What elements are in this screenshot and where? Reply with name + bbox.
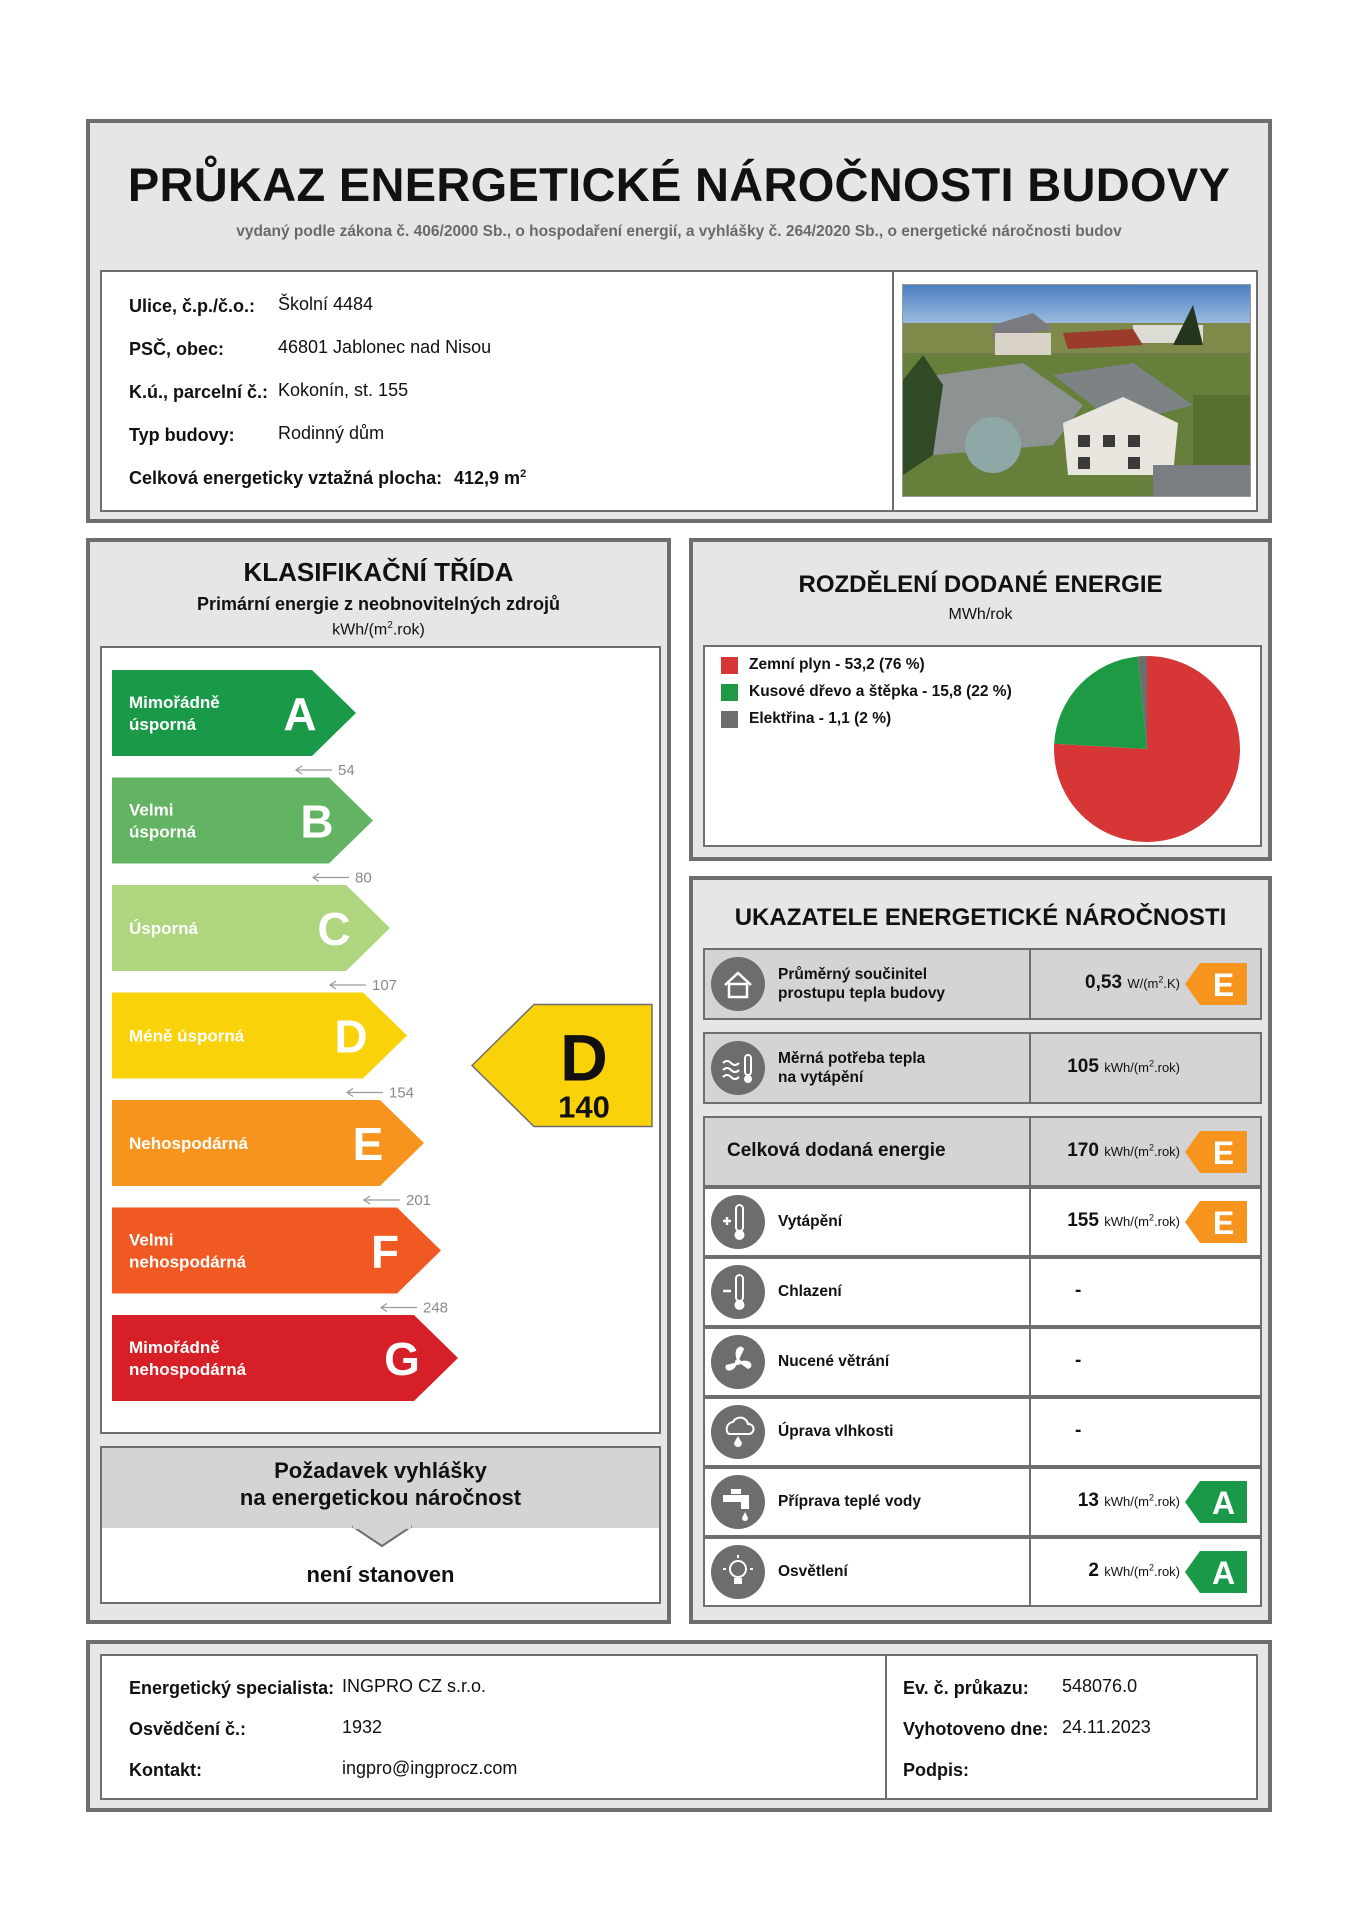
indicator-value [1067, 1056, 1180, 1078]
footer-panel [100, 1654, 1258, 1800]
grade-letter: F [370, 1225, 400, 1278]
indicator-value: - [1075, 1350, 1082, 1371]
cooling-thermometer-icon [711, 1265, 765, 1319]
psc-label: PSČ, obec: [129, 339, 225, 359]
indicator-label: Chlazení [778, 1283, 842, 1300]
indicator-number: 155 [1067, 1210, 1105, 1231]
classification-subtitle: Primární energie z neobnovitelných zdrojů [196, 594, 561, 614]
building-info-panel [100, 270, 1258, 512]
classification-unit: kWh/$(m^2.rok)$ [332, 620, 425, 639]
page-subtitle: vydaný podle zákona č. 406/2000 Sb., o hospodaření energií, a vyhlášky č. 264/2020 Sb., o energetické náročnosti budov [236, 223, 1122, 240]
distribution-title: ROZDĚLENÍ DODANÉ ENERGIE [798, 571, 1163, 598]
indicator-row [703, 1327, 1262, 1397]
indicator-label-line1: Měrná potřeba tepla [778, 1050, 926, 1067]
indicator-value [1088, 1560, 1180, 1582]
energy-class-scale [102, 648, 659, 1432]
class-badge [1185, 1481, 1247, 1523]
indicator-label: Vytápění [778, 1213, 843, 1230]
grade-a [112, 670, 356, 779]
requirement-title-1: Požadavek vyhlášky [274, 1458, 487, 1483]
grade-arrow [112, 670, 356, 756]
legend-label: Kusové dřevo a štěpka - 15,8 (22 %) [749, 683, 1012, 700]
grade-label-line1: Velmi [129, 800, 174, 820]
legend-swatch [721, 711, 738, 728]
threshold-value: 80 [355, 869, 372, 887]
indicator-number: 13 [1077, 1490, 1105, 1511]
legend-label: Elektřina - 1,1 (2 %) [749, 710, 892, 727]
grade-letter: E [352, 1118, 384, 1170]
grade-c [112, 885, 397, 994]
grade-g [112, 1315, 458, 1401]
grade-label-line1: Mimořádně [129, 1338, 220, 1357]
distribution-frame [689, 538, 1272, 861]
threshold-value: 201 [406, 1192, 432, 1209]
distribution-chart-panel [703, 645, 1262, 847]
row-divider [1029, 1399, 1031, 1465]
grade-label-line2: nehospodárná [129, 1360, 247, 1379]
grade-label-line1: Úsporná [129, 919, 198, 938]
heating-thermometer-icon [711, 1195, 765, 1249]
class-badge [1185, 1551, 1247, 1593]
area-label: Celková energeticky vztažná plocha: [129, 468, 443, 488]
class-badge [1185, 1131, 1247, 1173]
pie-slice [1054, 656, 1147, 749]
indicator-label: Celková dodaná energie [727, 1139, 946, 1161]
indicator-number: 2 [1088, 1560, 1105, 1581]
ku-value: Kokonín, st. 155 [278, 380, 409, 400]
class-badge [1185, 963, 1247, 1005]
grade-label-line2: úsporná [129, 822, 197, 842]
date-value: 24.11.2023 [1062, 1717, 1151, 1737]
grade-letter: G [384, 1333, 420, 1385]
indicator-number: 170 [1067, 1139, 1105, 1161]
indicator-label-line2: na vytápění [778, 1069, 864, 1086]
classification-scale-panel [100, 646, 661, 1434]
type-value: Rodinný dům [278, 423, 385, 443]
area-value: 412,9 $m^2$ [454, 468, 527, 488]
footer-frame [86, 1640, 1272, 1812]
indicator-label: Úprava vlhkosti [778, 1423, 894, 1440]
indicator-value [1067, 1140, 1180, 1162]
grade-label-line2: úsporná [129, 715, 197, 734]
indicator-number: 0,53 [1085, 972, 1128, 993]
grade-letter: B [300, 795, 334, 848]
grade-label-line2: nehospodárná [129, 1252, 247, 1272]
row-divider [1029, 1329, 1031, 1395]
specialist-label: Energetický specialista: [129, 1678, 335, 1698]
indicator-row [703, 1257, 1262, 1327]
indicator-row [703, 948, 1262, 1020]
grade-label-line1: Mimořádně [129, 693, 220, 712]
fan-icon [711, 1335, 765, 1389]
footer-divider [885, 1656, 887, 1800]
indicator-label [778, 965, 945, 1003]
grade-e [112, 1100, 431, 1209]
light-bulb-icon [711, 1545, 765, 1599]
indicator-value [1067, 1210, 1180, 1232]
threshold-value: 154 [389, 1084, 415, 1102]
classification-title: KLASIFIKAČNÍ TŘÍDA [243, 557, 514, 587]
threshold-value: 54 [338, 762, 355, 779]
requirement-header [100, 1446, 661, 1530]
humidity-icon [711, 1405, 765, 1459]
indicator-label: Osvětlení [778, 1563, 848, 1580]
indicator-label [778, 1049, 925, 1087]
row-divider [1029, 1189, 1031, 1255]
ku-label: K.ú., parcelní č.: [129, 382, 269, 402]
specialist-value: INGPRO CZ s.r.o. [342, 1676, 487, 1696]
indicators-table [703, 948, 1262, 1608]
grade-f [112, 1208, 448, 1317]
class-badge-letter: E [1212, 1205, 1235, 1241]
threshold-value: 248 [423, 1299, 449, 1317]
row-divider [1029, 1034, 1031, 1102]
indicator-unit: kWh/$(m^2.rok)$ [1104, 1212, 1180, 1229]
requirement-value: není stanoven [306, 1562, 455, 1587]
ev-label: Ev. č. průkazu: [903, 1678, 1029, 1698]
date-label: Vyhotoveno dne: [903, 1719, 1049, 1739]
street-value: Školní 4484 [278, 294, 374, 314]
distribution-unit: MWh/rok [948, 606, 1013, 623]
classification-frame [86, 538, 671, 1624]
class-badge-letter: A [1211, 1555, 1236, 1591]
threshold-value: 107 [372, 977, 398, 994]
street-label: Ulice, č.p./č.o.: [129, 296, 256, 316]
cert-label: Osvědčení č.: [129, 1719, 247, 1739]
indicator-row [703, 1467, 1262, 1537]
type-label: Typ budovy: [129, 425, 235, 445]
cert-value: 1932 [342, 1717, 383, 1737]
requirement-value-panel [100, 1528, 661, 1604]
indicator-label-line2: prostupu tepla budovy [778, 985, 946, 1002]
pie-chart [1047, 647, 1247, 847]
indicator-unit: kWh/$(m^2.rok)$ [1104, 1058, 1180, 1075]
indicator-unit: kWh/$(m^2.rok)$ [1104, 1492, 1180, 1509]
indicator-unit: $W/(m^2.K)$ [1127, 974, 1180, 991]
sign-label: Podpis: [903, 1760, 969, 1780]
grade-label-line1: Nehospodárná [129, 1134, 249, 1153]
grade-d [112, 993, 414, 1102]
indicators-title: UKAZATELE ENERGETICKÉ NÁROČNOSTI [734, 904, 1227, 931]
indicator-label: Nucené větrání [778, 1353, 890, 1370]
indicator-row [703, 1032, 1262, 1104]
requirement-title-2: na energetickou náročnost [239, 1485, 522, 1510]
requirement-pointer [352, 1526, 412, 1548]
result-class-arrow [472, 1005, 652, 1127]
indicator-row [703, 1116, 1262, 1187]
ev-value: 548076.0 [1062, 1676, 1138, 1696]
class-badge-letter: A [1211, 1485, 1236, 1521]
grade-letter: D [334, 1010, 368, 1063]
row-divider [1029, 950, 1031, 1018]
water-tap-icon [711, 1475, 765, 1529]
building-photo-image [903, 285, 1250, 496]
contact-value: ingpro@ingprocz.com [342, 1758, 518, 1778]
grade-label-line1: Velmi [129, 1230, 174, 1250]
indicator-value [1085, 972, 1180, 994]
indicator-label-line1: Průměrný součinitel [778, 966, 928, 983]
grade-letter: A [283, 688, 317, 740]
panel-divider [892, 272, 894, 512]
grade-arrow [112, 778, 373, 864]
grade-letter: C [317, 903, 351, 955]
class-badge-letter: E [1212, 967, 1235, 1003]
grade-label-line1: Méně úsporná [129, 1026, 245, 1046]
indicator-number: 105 [1067, 1056, 1105, 1077]
indicator-row [703, 1187, 1262, 1257]
indicator-row [703, 1397, 1262, 1467]
indicators-frame [689, 876, 1272, 1624]
row-divider [1029, 1469, 1031, 1535]
indicator-value: - [1075, 1280, 1082, 1301]
indicator-value: - [1075, 1420, 1082, 1441]
house-icon [711, 957, 765, 1011]
psc-value: 46801 Jablonec nad Nisou [278, 337, 492, 357]
indicator-unit: kWh/$(m^2.rok)$ [1104, 1142, 1180, 1159]
header-frame [86, 119, 1272, 523]
indicator-label: Příprava teplé vody [778, 1493, 922, 1510]
legend-label: Zemní plyn - 53,2 (76 %) [749, 656, 925, 673]
row-divider [1029, 1118, 1031, 1185]
page-title: PRŮKAZ ENERGETICKÉ NÁROČNOSTI BUDOVY [127, 158, 1231, 211]
heating-demand-icon [711, 1041, 765, 1095]
result-class-value: 140 [558, 1089, 610, 1125]
indicator-unit: kWh/$(m^2.rok)$ [1104, 1562, 1180, 1579]
result-class-letter: D [560, 1020, 608, 1095]
legend-swatch [721, 657, 738, 674]
class-badge-letter: E [1212, 1134, 1235, 1171]
indicator-row [703, 1537, 1262, 1607]
contact-label: Kontakt: [129, 1760, 202, 1780]
legend-swatch [721, 684, 738, 701]
indicator-value [1078, 1490, 1180, 1512]
grade-b [112, 778, 373, 887]
building-photo [902, 284, 1251, 497]
row-divider [1029, 1259, 1031, 1325]
class-badge [1185, 1201, 1247, 1243]
row-divider [1029, 1539, 1031, 1605]
